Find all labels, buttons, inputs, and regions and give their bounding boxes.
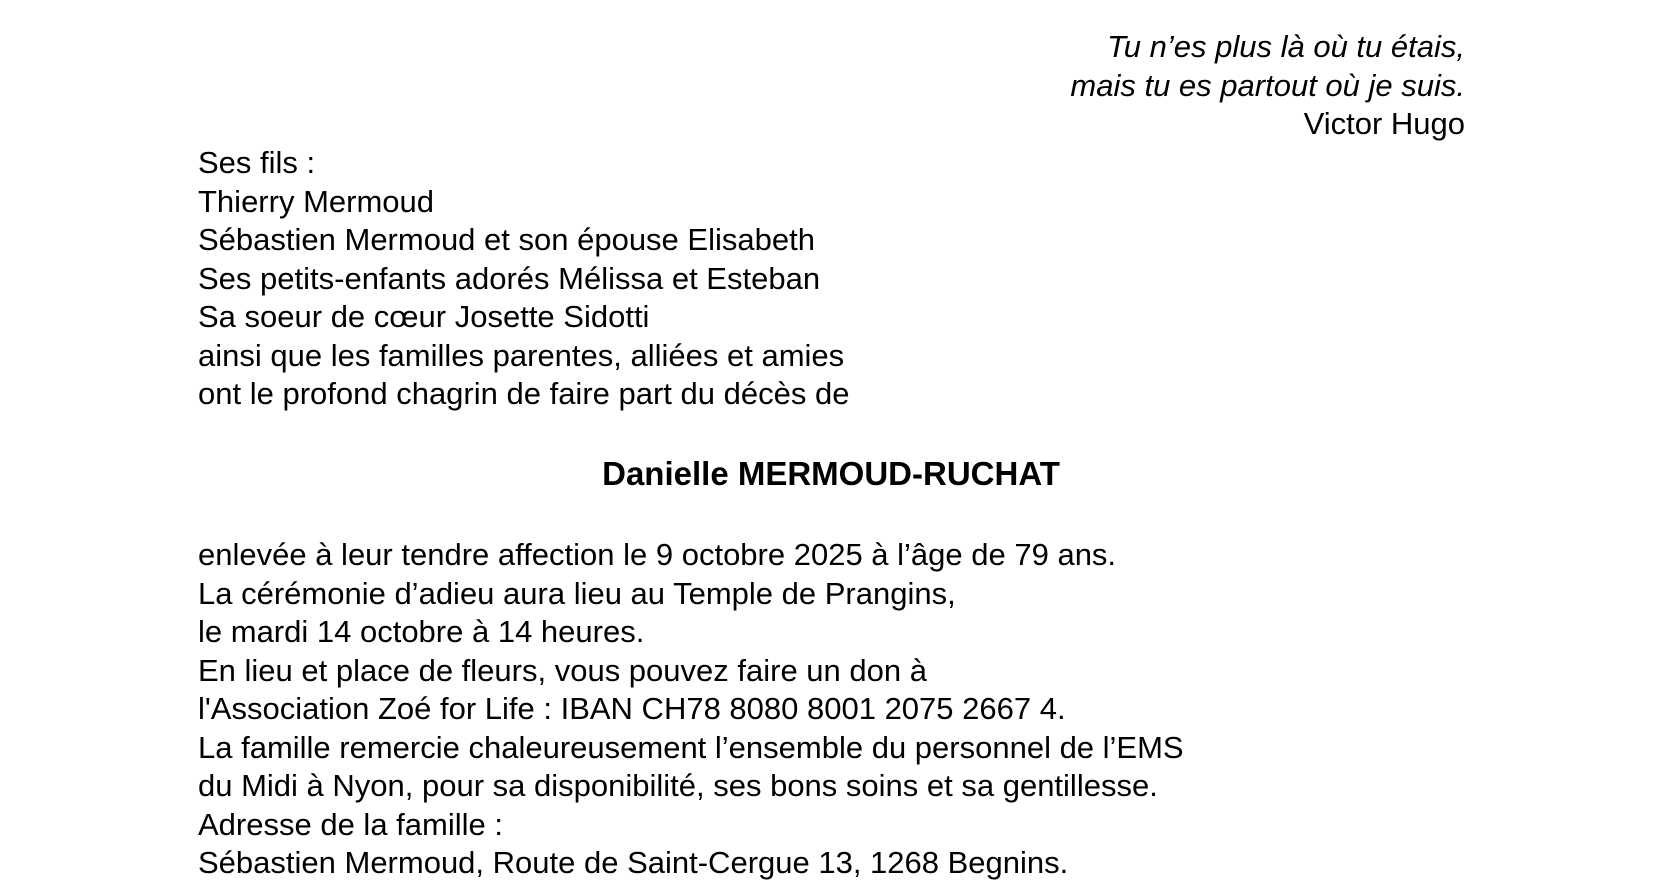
text-line: Sébastien Mermoud, Route de Saint-Cergue 13, 1268 Begnins. — [198, 845, 1069, 880]
quote-line: Tu n’es plus là où tu étais, — [1107, 29, 1465, 64]
text-line: En lieu et place de fleurs, vous pouvez faire un don à — [198, 652, 927, 688]
text-line: enlevée à leur tendre affection le 9 octobre 2025 à l’âge de 79 ans. — [198, 537, 1117, 572]
epigraph-quote — [1070, 28, 1465, 144]
funeral-details — [198, 536, 1184, 883]
text-line: Sa soeur de cœur Josette Sidotti — [198, 299, 650, 334]
text-line: Thierry Mermoud — [198, 183, 434, 219]
text-line: ainsi que les familles parentes, alliées et amies — [198, 337, 845, 373]
text-line: La famille remercie chaleureusement l’ensemble du personnel de l’EMS — [198, 729, 1184, 765]
text-line: du Midi à Nyon, pour sa disponibilité, ses bons soins et sa gentillesse. — [198, 768, 1158, 803]
text-line: Ses petits-enfants adorés Mélissa et Esteban — [198, 260, 821, 296]
text-line: ont le profond chagrin de faire part du décès de — [198, 376, 850, 411]
text-line: Sébastien Mermoud et son épouse Elisabeth — [198, 222, 815, 257]
text-line: La cérémonie d’adieu aura lieu au Temple de Prangins, — [198, 575, 956, 611]
family-announcement — [198, 144, 849, 414]
text-line: le mardi 14 octobre à 14 heures. — [198, 614, 645, 649]
text-line: l'Association Zoé for Life : IBAN CH78 8080 8001 2075 2667 4. — [198, 691, 1066, 726]
quote-line: mais tu es partout où je suis. — [1070, 67, 1465, 103]
quote-author: Victor Hugo — [1303, 106, 1465, 141]
text-line: Ses fils : — [198, 145, 316, 180]
deceased-name: Danielle MERMOUD-RUCHAT — [602, 455, 1060, 492]
text-line: Adresse de la famille : — [198, 806, 503, 842]
